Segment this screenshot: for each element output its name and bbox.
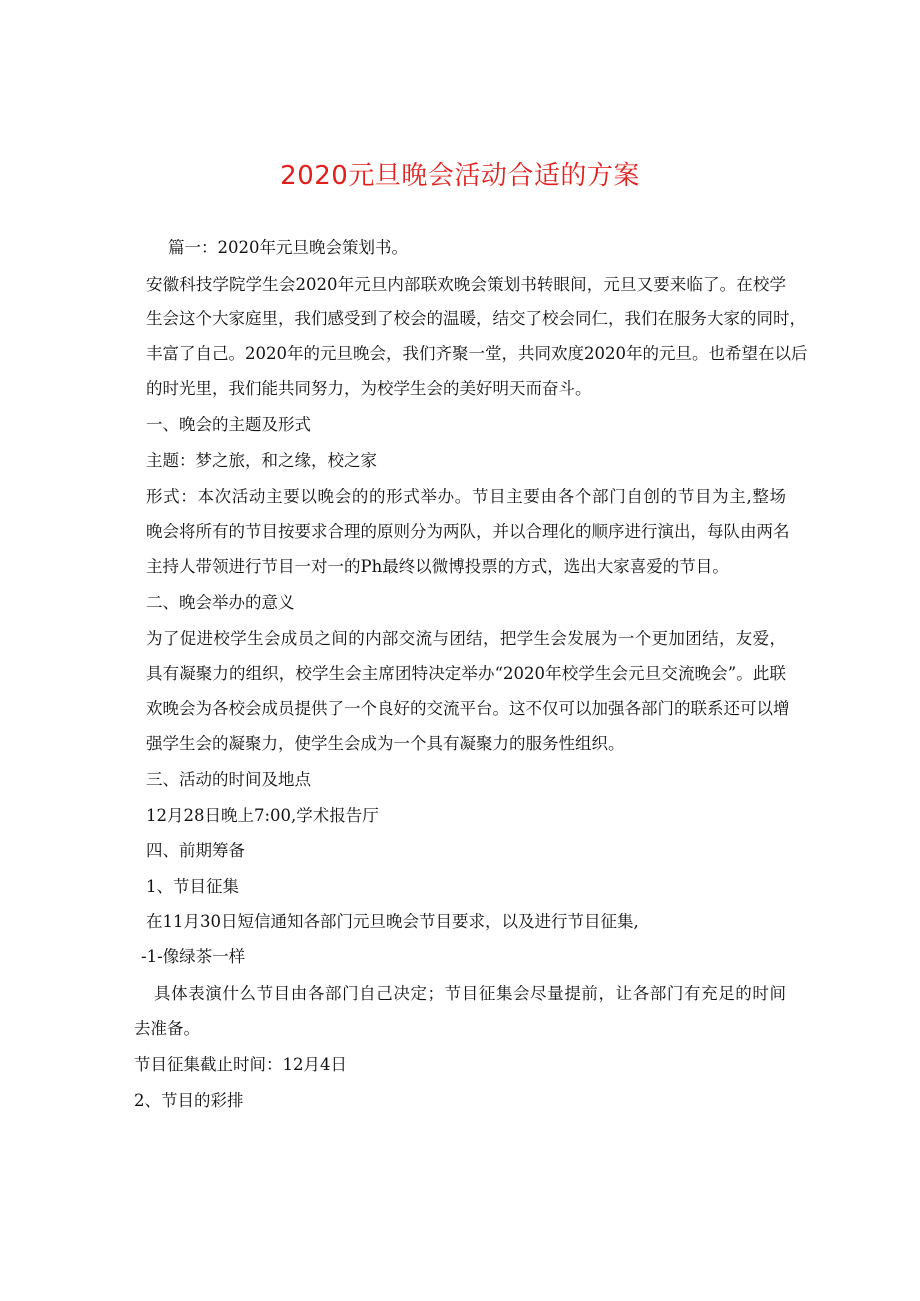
- paragraph-line: 具有凝聚力的组织，校学生会主席团特决定举办“2020年校学生会元旦交流晚会”。此联: [146, 664, 786, 683]
- section-heading: 二、晚会举办的意义: [146, 593, 295, 612]
- section-heading: 篇一：2020年元旦晚会策划书。: [168, 238, 408, 257]
- paragraph-line: 12月28日晚上7:00,学术报告厅: [146, 806, 379, 825]
- paragraph-line: 主题：梦之旅，和之缘，校之家: [146, 451, 377, 470]
- paragraph-line: 的时光里，我们能共同努力，为校学生会的美好明天而奋斗。: [146, 379, 592, 398]
- subsection-heading: 2、节目的彩排: [134, 1091, 244, 1110]
- paragraph-line: 安徽科技学院学生会2020年元旦内部联欢晚会策划书转眼间，元旦又要来临了。在校学: [146, 275, 786, 294]
- subsection-heading: 1、节目征集: [146, 877, 239, 896]
- section-heading: 四、前期筹备: [146, 841, 245, 860]
- paragraph-line: 为了促进校学生会成员之间的内部交流与团结，把学生会发展为一个更加团结，友爱，: [146, 629, 786, 648]
- section-heading: 三、活动的时间及地点: [146, 770, 311, 789]
- paragraph-line: 在11月30日短信通知各部门元旦晚会节目要求，以及进行节目征集,: [146, 912, 639, 931]
- paragraph-line: 丰富了自己。2020年的元旦晚会，我们齐聚一堂，共同欢度2020年的元旦。也希望在以后: [146, 344, 808, 363]
- paragraph-line: 节目征集截止时间：12月4日: [134, 1055, 347, 1074]
- section-heading: 一、晚会的主题及形式: [146, 415, 311, 434]
- paragraph-line: 晚会将所有的节目按要求合理的原则分为两队，并以合理化的顺序进行演出，每队由两名: [146, 522, 790, 541]
- paragraph-line: 欢晚会为各校会成员提供了一个良好的交流平台。这不仅可以加强各部门的联系还可以增: [146, 699, 790, 718]
- paragraph-line: 形式：本次活动主要以晚会的的形式举办。节目主要由各个部门自创的节目为主,整场: [146, 487, 786, 506]
- document-title: 2020元旦晚会活动合适的方案: [280, 161, 640, 191]
- paragraph-line: 生会这个大家庭里，我们感受到了校会的温暖，结交了校会同仁，我们在服务大家的同时，: [146, 309, 806, 328]
- paragraph-line: 具体表演什么节目由各部门自己决定；节目征集会尽量提前，让各部门有充足的时间: [154, 984, 786, 1003]
- page-footer-marker: -1-像绿茶一样: [141, 947, 246, 966]
- paragraph-line: 强学生会的凝聚力，使学生会成为一个具有凝聚力的服务性组织。: [146, 734, 625, 753]
- paragraph-line: 去准备。: [134, 1019, 200, 1038]
- paragraph-line: 主持人带领进行节目一对一的Ph最终以微博投票的方式，选出大家喜爱的节目。: [146, 557, 729, 576]
